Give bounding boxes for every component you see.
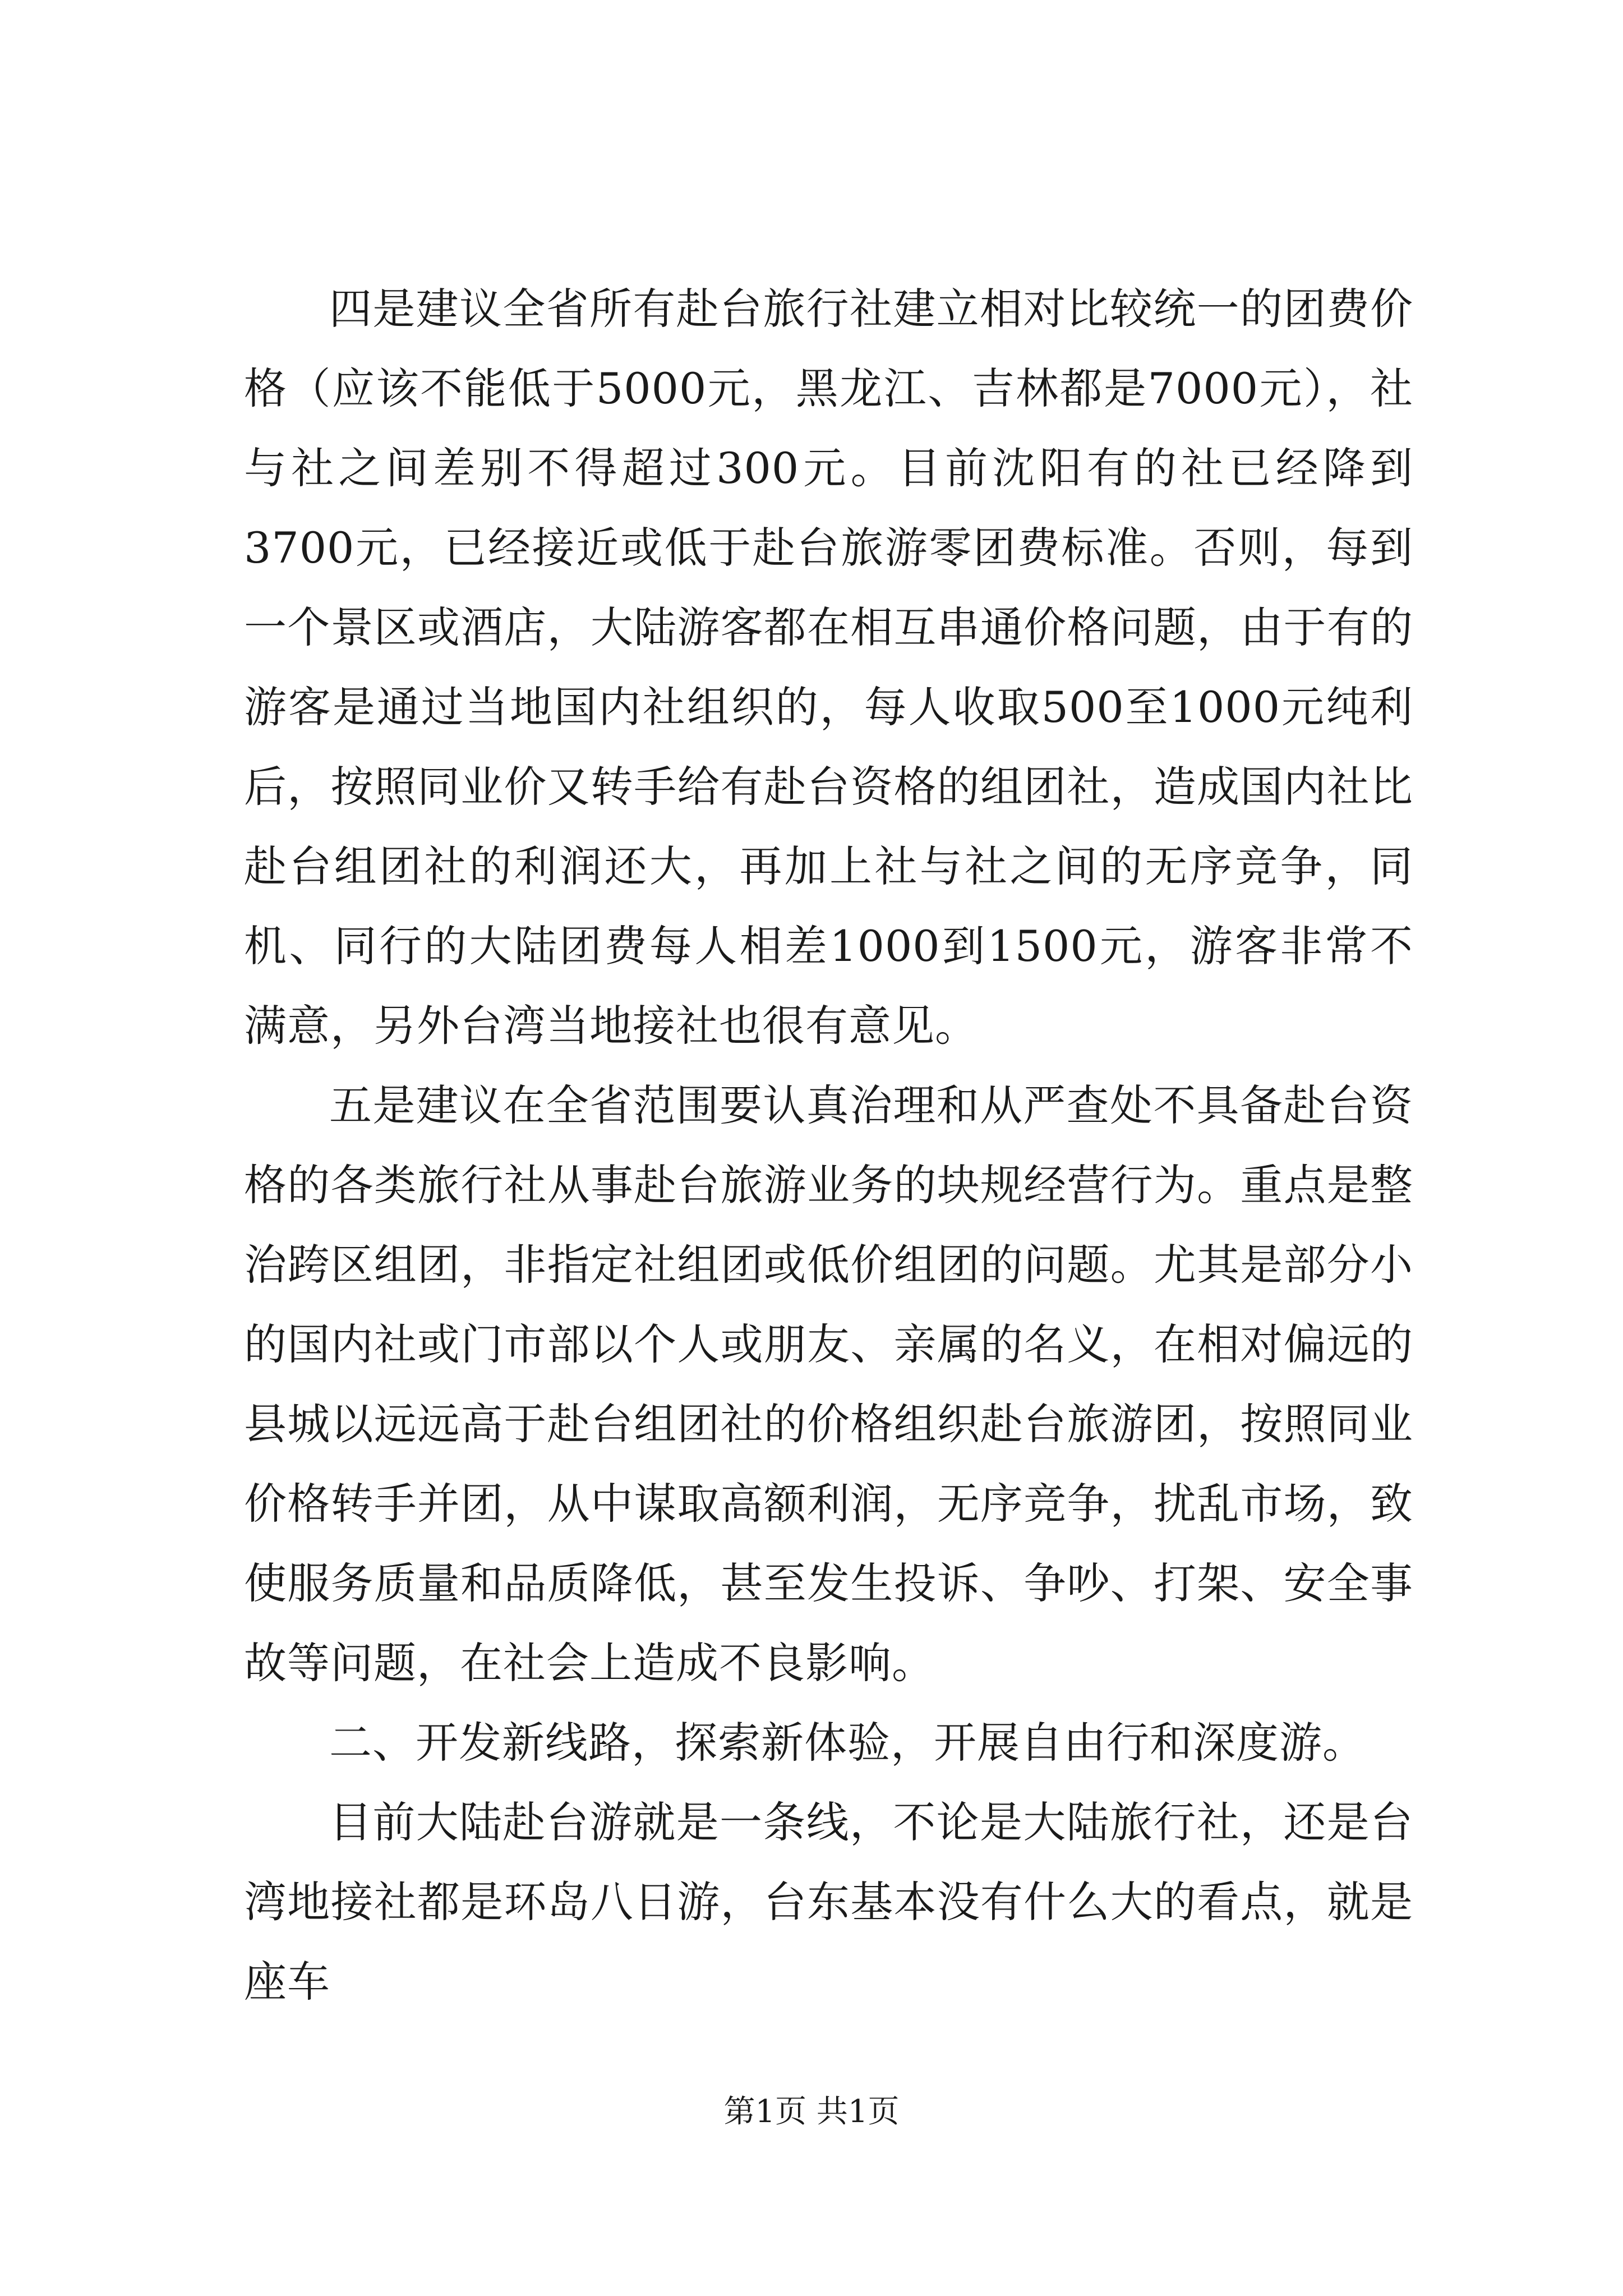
paragraph-1: 四是建议全省所有赴台旅行社建立相对比较统一的团费价格（应该不能低于5000元，黑龙江、吉林都是7000元），社与社之间差别不得超过300元。目前沈阳有的社已经降到3700元，已经接近或低于赴台旅游零团费标准。否则，每到一个景区或酒店，大陆游客都在相互串通价格问题，由于有的游客是通过当地国内社组织的，每人收取500至1000元纯利后，按照同业价又转手给有赴台资格的组团社，造成国内社比赴台组团社的利润还大，再加上社与社之间的无序竞争，同机、同行的大陆团费每人相差1000到1500元，游客非常不满意，另外台湾当地接社也很有意见。 — [244, 284, 1413, 1051]
document-body — [244, 269, 1413, 2022]
paragraph-2: 五是建议在全省范围要认真治理和从严查处不具备赴台资格的各类旅行社从事赴台旅游业务的块规经营行为。重点是整治跨区组团，非指定社组团或低价组团的问题。尤其是部分小的国内社或门市部以个人或朋友、亲属的名义，在相对偏远的县城以远远高于赴台组团社的价格组织赴台旅游团，按照同业价格转手并团，从中谋取高额利润，无序竞争，扰乱市场，致使服务质量和品质降低，甚至发生投诉、争吵、打架、安全事故等问题，在社会上造成不良影响。 — [244, 1080, 1413, 1688]
paragraph-3: 目前大陆赴台游就是一条线，不论是大陆旅行社，还是台湾地接社都是环岛八日游，台东基本没有什么大的看点，就是座车 — [244, 1797, 1413, 2007]
section-heading: 二、开发新线路，探索新体验，开展自由行和深度游。 — [329, 1718, 1366, 1768]
page-footer: 第1页 共1页 — [723, 2093, 900, 2130]
